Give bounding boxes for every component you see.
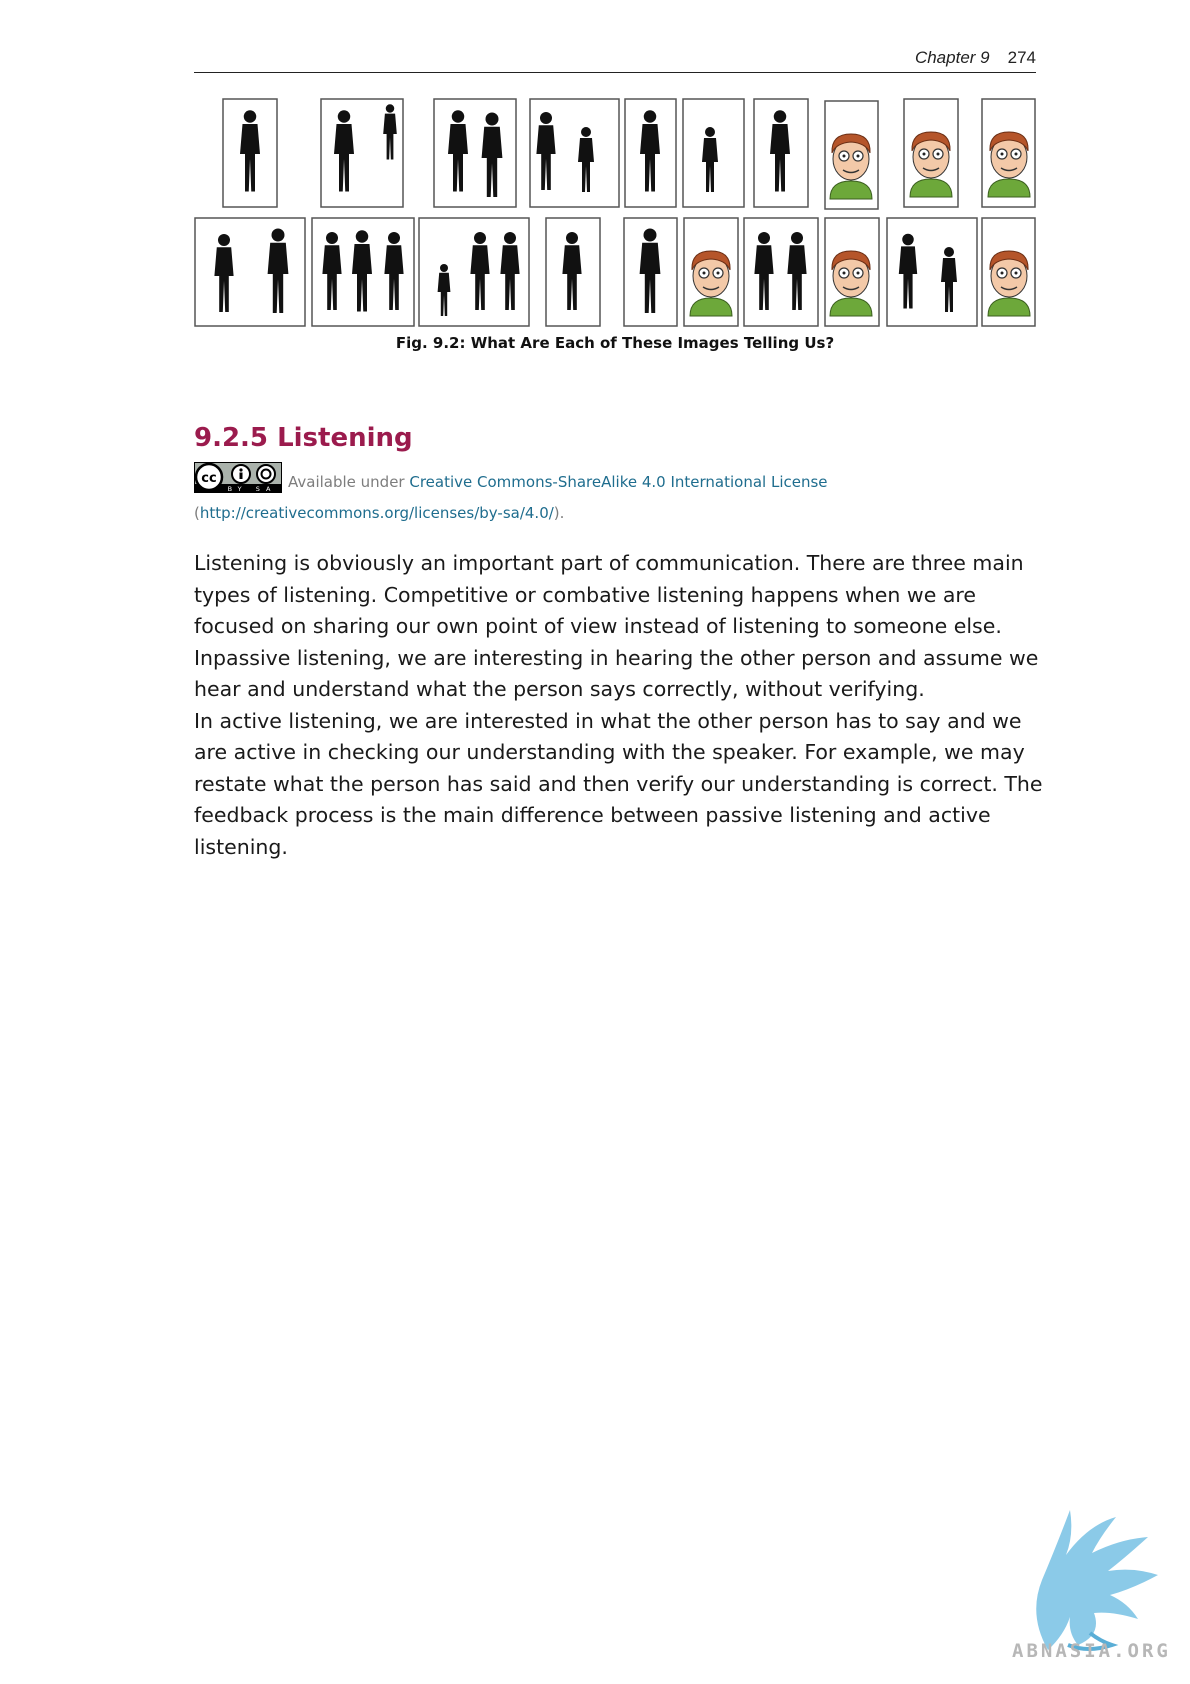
chapter-label: Chapter 9 <box>914 48 990 67</box>
section-title: 9.2.5 Listening <box>194 423 413 453</box>
page-header <box>194 48 1036 73</box>
paragraph-2: Inpassive listening, we are interesting in hearing the other person and assume we hear and understand what the person says correctly, without verifying. <box>194 645 1039 701</box>
license-open-paren: ( <box>194 504 200 522</box>
license-close: ). <box>553 504 565 522</box>
figure-caption: Fig. 9.2: What Are Each of These Images Telling Us? <box>395 334 835 352</box>
paragraph-3: In active listening, we are interested in what the other person has to say and we are active in checking our understanding with the speaker. For example, we may restate what the person has said and then verify our understanding is correct. The feedback process is the main difference between passive listening and active listening. <box>194 708 1043 859</box>
watermark-text: ABNASIA.ORG <box>1012 1640 1171 1662</box>
frame-1-3 <box>434 99 516 207</box>
license-name-link[interactable]: Creative Commons-ShareAlike 4.0 International License <box>409 473 828 491</box>
license-notice <box>194 462 954 529</box>
license-url-link[interactable]: http://creativecommons.org/licenses/by-sa/4.0/ <box>199 504 554 522</box>
paragraph-1: Listening is obviously an important part of communication. There are three main types of listening. Competitive or combative listening happens when we are focused on sharing our own point of view instead of listening to someone else. <box>194 551 1024 638</box>
row-1-silhouettes <box>240 104 790 197</box>
row-2-cartoons <box>690 251 1030 316</box>
section-body <box>194 548 1044 863</box>
figure-body-language-images <box>194 96 1036 328</box>
license-prefix: Available under <box>288 473 410 491</box>
row-1-cartoons <box>830 132 1030 199</box>
svg-text:cc: cc <box>201 471 217 486</box>
page-number: 274 <box>1007 48 1036 67</box>
cc-by-sa-badge <box>194 462 282 493</box>
frame-2-1 <box>195 218 305 326</box>
svg-text:BY SA: BY SA <box>227 485 277 493</box>
